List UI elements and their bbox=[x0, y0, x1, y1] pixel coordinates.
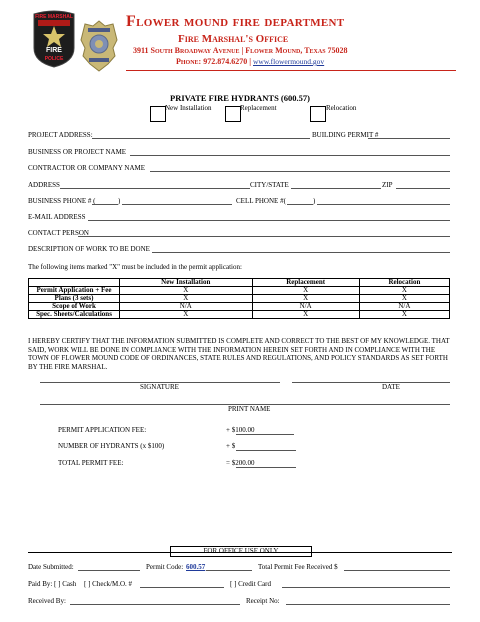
received-by-label: Received By: bbox=[28, 597, 66, 605]
table-header-new: New Installation bbox=[120, 279, 253, 287]
description-field[interactable] bbox=[152, 252, 450, 253]
badge-police-text: POLICE bbox=[44, 56, 64, 62]
date-submitted-field[interactable] bbox=[78, 570, 140, 571]
business-phone-label: BUSINESS PHONE # ( bbox=[28, 197, 96, 205]
permit-fee-label: PERMIT APPLICATION FEE: bbox=[58, 426, 147, 434]
total-fee-underline bbox=[236, 467, 296, 468]
requirements-table bbox=[28, 278, 450, 319]
permit-code-underline bbox=[206, 570, 252, 571]
phone-text: Phone: 972.874.6270 | bbox=[176, 57, 251, 66]
fire-marshal-badge-logo bbox=[80, 20, 118, 72]
form-title: PRIVATE FIRE HYDRANTS (600.57) bbox=[170, 93, 310, 103]
relocation-label: Relocation bbox=[326, 104, 357, 112]
business-phone-area-field[interactable] bbox=[92, 204, 118, 205]
table-cell: X bbox=[120, 287, 253, 295]
address-field[interactable] bbox=[60, 188, 250, 189]
contact-person-field[interactable] bbox=[78, 236, 450, 237]
zip-label: ZIP bbox=[382, 181, 393, 189]
contractor-field[interactable] bbox=[150, 171, 450, 172]
paid-check-option[interactable]: [ ] Check/M.O. # bbox=[84, 580, 133, 588]
office-subtitle: Fire Marshal's Office bbox=[178, 33, 289, 45]
print-name-label: PRINT NAME bbox=[228, 405, 271, 413]
permit-fee-value: + $100.00 bbox=[226, 426, 255, 434]
city-state-label: CITY/STATE bbox=[250, 181, 289, 189]
table-cell: X bbox=[120, 295, 253, 303]
building-permit-field[interactable] bbox=[368, 138, 450, 139]
office-use-header: FOR OFFICE USE ONLY bbox=[170, 546, 312, 557]
table-cell: X bbox=[252, 311, 359, 319]
received-by-field[interactable] bbox=[70, 604, 240, 605]
table-cell: X bbox=[359, 295, 449, 303]
table-cell: Permit Application + Fee bbox=[29, 287, 120, 295]
table-cell: Plans (3 sets) bbox=[29, 295, 120, 303]
paid-cash-option[interactable]: Paid By: [ ] Cash bbox=[28, 580, 77, 588]
header-divider bbox=[126, 70, 456, 71]
city-state-field[interactable] bbox=[291, 188, 381, 189]
business-name-field[interactable] bbox=[130, 155, 450, 156]
table-cell: N/A bbox=[252, 303, 359, 311]
badge-text: FIRE MARSHAL bbox=[35, 14, 73, 20]
business-phone-paren: ) bbox=[118, 197, 121, 205]
cell-phone-field[interactable] bbox=[317, 204, 450, 205]
relocation-checkbox[interactable] bbox=[310, 106, 326, 122]
table-row bbox=[29, 311, 450, 319]
address-label: ADDRESS bbox=[28, 181, 60, 189]
paid-credit-option[interactable]: [ ] Credit Card bbox=[230, 580, 272, 588]
permit-code-label: Permit Code: bbox=[146, 563, 184, 571]
hydrants-field[interactable] bbox=[236, 450, 296, 451]
replacement-label: Replacement bbox=[240, 104, 277, 112]
cell-phone-label: CELL PHONE #( bbox=[236, 197, 286, 205]
building-permit-label: BUILDING PERMIT # bbox=[312, 131, 379, 139]
department-title: Flower mound fire department bbox=[126, 13, 345, 30]
replacement-checkbox[interactable] bbox=[225, 106, 241, 122]
new-installation-checkbox[interactable] bbox=[150, 106, 166, 122]
contact-person-label: CONTACT PERSON bbox=[28, 229, 89, 237]
cell-phone-paren: ) bbox=[313, 197, 316, 205]
fire-marshal-patch-logo bbox=[32, 8, 76, 68]
hydrants-label: NUMBER OF HYDRANTS (x $100) bbox=[58, 442, 165, 450]
receipt-no-label: Receipt No: bbox=[246, 597, 280, 605]
check-number-field[interactable] bbox=[140, 587, 224, 588]
table-cell: Spec. Sheets/Calculations bbox=[29, 311, 120, 319]
website-link[interactable]: www.flowermound.gov bbox=[252, 57, 325, 66]
total-received-field[interactable] bbox=[344, 570, 450, 571]
date-field[interactable] bbox=[292, 382, 450, 383]
table-cell: X bbox=[120, 311, 253, 319]
cell-phone-area-field[interactable] bbox=[287, 204, 313, 205]
table-header-replacement: Replacement bbox=[252, 279, 359, 287]
table-cell: N/A bbox=[120, 303, 253, 311]
date-label: DATE bbox=[382, 383, 400, 391]
table-cell: Scope of Work bbox=[29, 303, 120, 311]
zip-field[interactable] bbox=[396, 188, 450, 189]
permit-fee-underline bbox=[236, 434, 294, 435]
project-address-field[interactable] bbox=[92, 138, 310, 139]
requirements-intro: The following items marked "X" must be included in the permit application: bbox=[28, 263, 242, 271]
total-fee-value: = $200.00 bbox=[226, 459, 255, 467]
table-cell: N/A bbox=[359, 303, 449, 311]
receipt-no-field[interactable] bbox=[286, 604, 450, 605]
table-cell: X bbox=[359, 311, 449, 319]
total-fee-label: TOTAL PERMIT FEE: bbox=[58, 459, 124, 467]
table-cell: X bbox=[252, 295, 359, 303]
project-address-label: PROJECT ADDRESS: bbox=[28, 131, 93, 139]
total-received-label: Total Permit Fee Received $ bbox=[258, 563, 338, 571]
email-field[interactable] bbox=[88, 220, 450, 221]
business-phone-field[interactable] bbox=[122, 204, 232, 205]
table-cell: X bbox=[252, 287, 359, 295]
badge-fire-text: FIRE bbox=[46, 47, 62, 54]
certification-statement: I HEREBY CERTIFY THAT THE INFORMATION SUBMITTED IS COMPLETE AND CORRECT TO THE BEST OF MY KNOWLEDGE. THAT SAID, WORK WILL BE DONE IN COMPLIANCE WITH THE INFORMATION HEREIN SET FORTH AND IN COMPLIANCE WITH THE TOWN OF FLOWER MOUND CODE OF ORDINANCES, STATE RULES AND REGULATIONS, AND POLICY STANDARDS AS SET FORTH BY THE FIRE MARSHAL. bbox=[28, 337, 450, 371]
description-label: DESCRIPTION OF WORK TO BE DONE bbox=[28, 245, 150, 253]
email-label: E-MAIL ADDRESS bbox=[28, 213, 86, 221]
contractor-label: CONTRACTOR OR COMPANY NAME bbox=[28, 164, 146, 172]
credit-card-field[interactable] bbox=[282, 587, 450, 588]
table-cell: X bbox=[359, 287, 449, 295]
hydrants-value: + $ bbox=[226, 442, 236, 450]
signature-label: SIGNATURE bbox=[140, 383, 179, 391]
business-name-label: BUSINESS OR PROJECT NAME bbox=[28, 148, 127, 156]
office-phone bbox=[176, 57, 324, 66]
office-address: 3911 South Broadway Avenue | Flower Mound, Texas 75028 bbox=[133, 46, 348, 55]
date-submitted-label: Date Submitted: bbox=[28, 563, 74, 571]
permit-code-value: 600.57 bbox=[186, 563, 206, 571]
table-header-relocation: Relocation bbox=[359, 279, 449, 287]
new-installation-label: New Installation bbox=[165, 104, 212, 112]
